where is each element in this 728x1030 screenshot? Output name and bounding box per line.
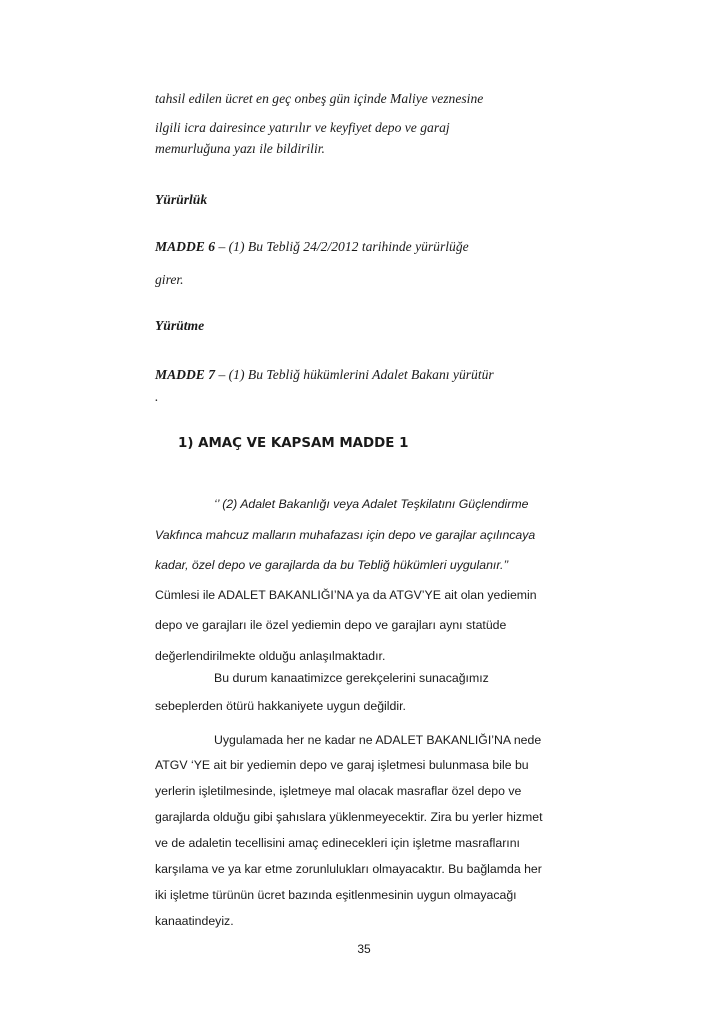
text-line: Uygulamada her ne kadar ne ADALET BAKANLIĞI’NA nede: [214, 733, 542, 747]
text-line: depo ve garajları ile özel yediemin depo ve garajları aynı statüde: [155, 618, 507, 632]
madde-7-label: MADDE 7: [155, 367, 216, 382]
madde-7-continuation: .: [155, 389, 159, 404]
text-line: iki işletme türünün ücret bazında eşitlenmesinin uygun olmayacağı: [155, 888, 517, 902]
text-line: ATGV ‘YE ait bir yediemin depo ve garaj işletmesi bulunmasa bile bu: [155, 758, 529, 772]
page-number: 35: [357, 942, 371, 956]
madde-7-text: – (1) Bu Tebliğ hükümlerini Adalet Bakanı yürütür: [215, 367, 494, 382]
quote-line: ‘’ (2) Adalet Bakanlığı veya Adalet Teşkilatını Güçlendirme: [214, 497, 529, 511]
text-line: memurluğuna yazı ile bildirilir.: [155, 141, 325, 156]
text-line: tahsil edilen ücret en geç onbeş gün içinde Maliye veznesine: [155, 91, 484, 106]
text-line: ve de adaletin tecellisini amaç edinecekleri için işletme masraflarını: [155, 836, 520, 850]
text-line: yerlerin işletilmesinde, işletmeye mal olacak masraflar özel depo ve: [155, 784, 522, 798]
quote-line: Vakfınca mahcuz malların muhafazası için depo ve garajlar açılıncaya: [155, 528, 536, 542]
text-line: ilgili icra dairesince yatırılır ve keyfiyet depo ve garaj: [155, 120, 450, 135]
text-line: kanaatindeyiz.: [155, 914, 234, 928]
text-line: Cümlesi ile ADALET BAKANLIĞI’NA ya da ATGV’YE ait olan yediemin: [155, 588, 537, 602]
section-heading-yururluk: Yürürlük: [155, 192, 208, 207]
madde-6-label: MADDE 6: [155, 239, 216, 254]
madde-6-text: – (1) Bu Tebliğ 24/2/2012 tarihinde yürürlüğe: [215, 239, 469, 254]
madde-6-line: [155, 239, 469, 255]
text-line: karşılama ve ya kar etme zorunlulukları olmayacaktır. Bu bağlamda her: [155, 862, 542, 876]
section-heading-yurutme: Yürütme: [155, 318, 205, 333]
text-line: Bu durum kanaatimizce gerekçelerini sunacağımız: [214, 671, 489, 685]
numbered-heading: 1) AMAÇ VE KAPSAM MADDE 1: [178, 436, 409, 451]
quote-line: kadar, özel depo ve garajlarda da bu Tebliğ hükümleri uygulanır.’’: [155, 558, 509, 572]
madde-7-line: [155, 367, 494, 383]
madde-6-continuation: girer.: [155, 272, 184, 287]
text-line: sebeplerden ötürü hakkaniyete uygun değildir.: [155, 699, 406, 713]
text-line: değerlendirilmekte olduğu anlaşılmaktadır.: [155, 649, 386, 663]
text-line: garajlarda olduğu gibi şahıslara yüklenmeyecektir. Zira bu yerler hizmet: [155, 810, 543, 824]
